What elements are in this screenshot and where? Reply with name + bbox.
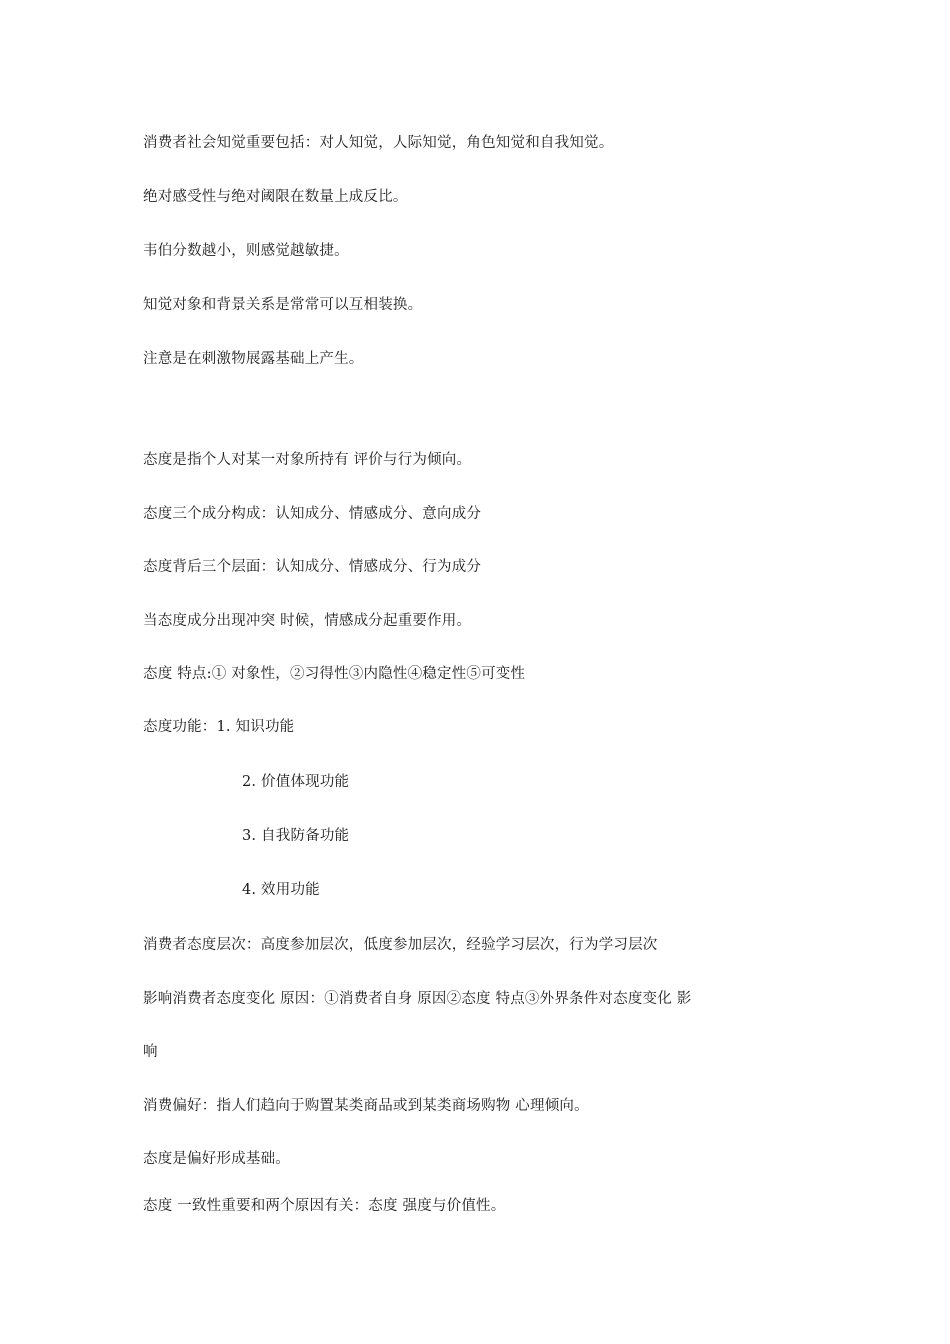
list-item-function-3: 3. 自我防备功能: [242, 828, 350, 844]
paragraph-attitude-definition: 态度是指个人对某一对象所持有 评价与行为倾向。: [143, 452, 472, 468]
paragraph-attitude-preference-basis: 态度是偏好形成基础。: [143, 1151, 290, 1167]
paragraph-social-perception: 消费者社会知觉重要包括：对人知觉，人际知觉，角色知觉和自我知觉。: [143, 135, 614, 151]
paragraph-weber-fraction: 韦伯分数越小，则感觉越敏捷。: [143, 243, 349, 259]
paragraph-attitude-features: 态度 特点:① 对象性，②习得性③内隐性④稳定性⑤可变性: [143, 666, 526, 682]
paragraph-attitude-conflict: 当态度成分出现冲突 时候，情感成分起重要作用。: [143, 613, 472, 629]
paragraph-consumer-preference: 消费偏好：指人们趋向于购置某类商品或到某类商场购物 心理倾向。: [143, 1098, 589, 1114]
paragraph-attention: 注意是在刺激物展露基础上产生。: [143, 351, 364, 367]
paragraph-attitude-change-causes-cont: 响: [143, 1044, 158, 1060]
list-item-function-4: 4. 效用功能: [242, 882, 320, 898]
paragraph-attitude-levels: 消费者态度层次：高度参加层次，低度参加层次，经验学习层次，行为学习层次: [143, 937, 658, 953]
paragraph-absolute-sensitivity: 绝对感受性与绝对阈限在数量上成反比。: [143, 189, 408, 205]
paragraph-attitude-components: 态度三个成分构成：认知成分、情感成分、意向成分: [143, 506, 482, 522]
paragraph-attitude-layers: 态度背后三个层面：认知成分、情感成分、行为成分: [143, 559, 482, 575]
paragraph-attitude-change-causes: 影响消费者态度变化 原因：①消费者自身 原因②态度 特点③外界条件对态度变化 影: [143, 991, 692, 1007]
paragraph-figure-ground: 知觉对象和背景关系是常常可以互相装换。: [143, 297, 423, 313]
paragraph-attitude-functions: 态度功能：1. 知识功能: [143, 719, 295, 735]
paragraph-attitude-consistency: 态度 一致性重要和两个原因有关：态度 强度与价值性。: [143, 1198, 506, 1214]
list-item-function-2: 2. 价值体现功能: [242, 774, 350, 790]
